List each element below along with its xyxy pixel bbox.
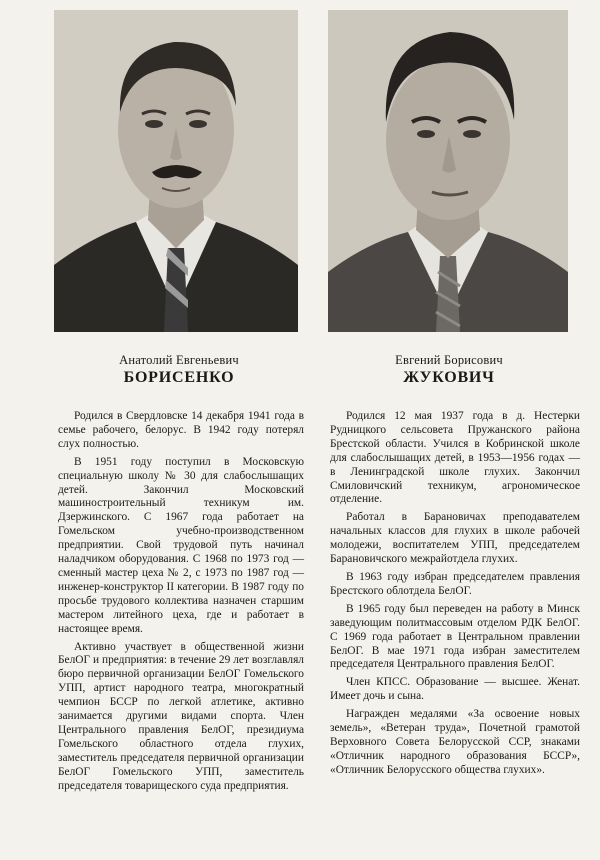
portrait-photo — [328, 10, 568, 332]
portrait-image — [328, 10, 568, 332]
biography-paragraph: Работал в Барановичах преподавателем начальных классов для глухих в школе рабочей молодежи, воспитателем УПП, председателем Барановичского межрайотдела глухих. — [330, 511, 580, 566]
portrait-image — [54, 10, 298, 332]
surname: ЖУКОВИЧ — [403, 369, 495, 386]
biography-paragraph: В 1963 году избран председателем правления Брестского облотдела БелОГ. — [330, 570, 580, 597]
person-name — [44, 352, 314, 386]
biography-paragraph: Награжден медалями «За освоение новых земель», «Ветеран труда», Почетной грамотой Верховного Совета Белорусской ССР, знаками «Отличник народного образования БССР», «Отличник Белорусского общества глухих». — [330, 708, 580, 776]
biography-paragraph: В 1965 году был переведен на работу в Минск заведующим политмассовым отделом РДК БелОГ. С 1969 года работает в Центральном правлении БелОГ. В мае 1971 года избран заместителем председателя Центрального правления БелОГ. — [330, 602, 580, 671]
biography-paragraph: Родился в Свердловске 14 декабря 1941 года в семье рабочего, белорус. В 1942 году потерял слух полностью. — [58, 410, 304, 450]
given-name: Анатолий Евгеньевич — [119, 353, 239, 367]
biography-paragraph: Активно участвует в общественной жизни БелОГ и предприятия: в течение 29 лет возглавлял бюро первичной организации БелОГ Гомельского УПП, артист народного театра, многократный чемпион БССР по легкой атлетике, активно занимается другими видами спорта. Член Центрального правления БелОГ, президиума Гомельского областного отдела глухих, заместитель председателя первичной организации БелОГ Гомельского УПП, заместитель председателя товарищеского суда предприятия. — [58, 640, 304, 792]
biography-paragraph: Родился 12 мая 1937 года в д. Нестерки Рудницкого сельсовета Пружанского района Брестской области. Учился в Кобринской школе для слабослышащих детей, в 1953—1956 годах — в Ленинградской школе глухих. Закончил Смиловичский техникум, агрономическое отделение. — [330, 410, 580, 506]
biography-text — [58, 410, 304, 797]
biography-paragraph: В 1951 году поступил в Московскую специальную школу № 30 для слабослышащих детей. Закончил Московский машиностроительный техникум им. Дзержинского. С 1967 года работает на Гомельском учебно-производственном предприятии. Свой трудовой путь начинал наладчиком оборудования. С 1968 по 1973 год — сменный мастер цеха № 2, с 1973 по 1987 год — инженер-конструктор II категории. В 1987 году по просьбе трудового коллектива назначен старшим мастером литейного цеха, где и работает в настоящее время. — [58, 455, 304, 635]
person-name — [314, 352, 584, 386]
given-name: Евгений Борисович — [395, 353, 503, 367]
biography-paragraph: Член КПСС. Образование — высшее. Женат. Имеет дочь и сына. — [330, 676, 580, 703]
portrait-photo — [54, 10, 298, 332]
surname: БОРИСЕНКО — [123, 369, 235, 386]
biography-text — [330, 410, 580, 782]
